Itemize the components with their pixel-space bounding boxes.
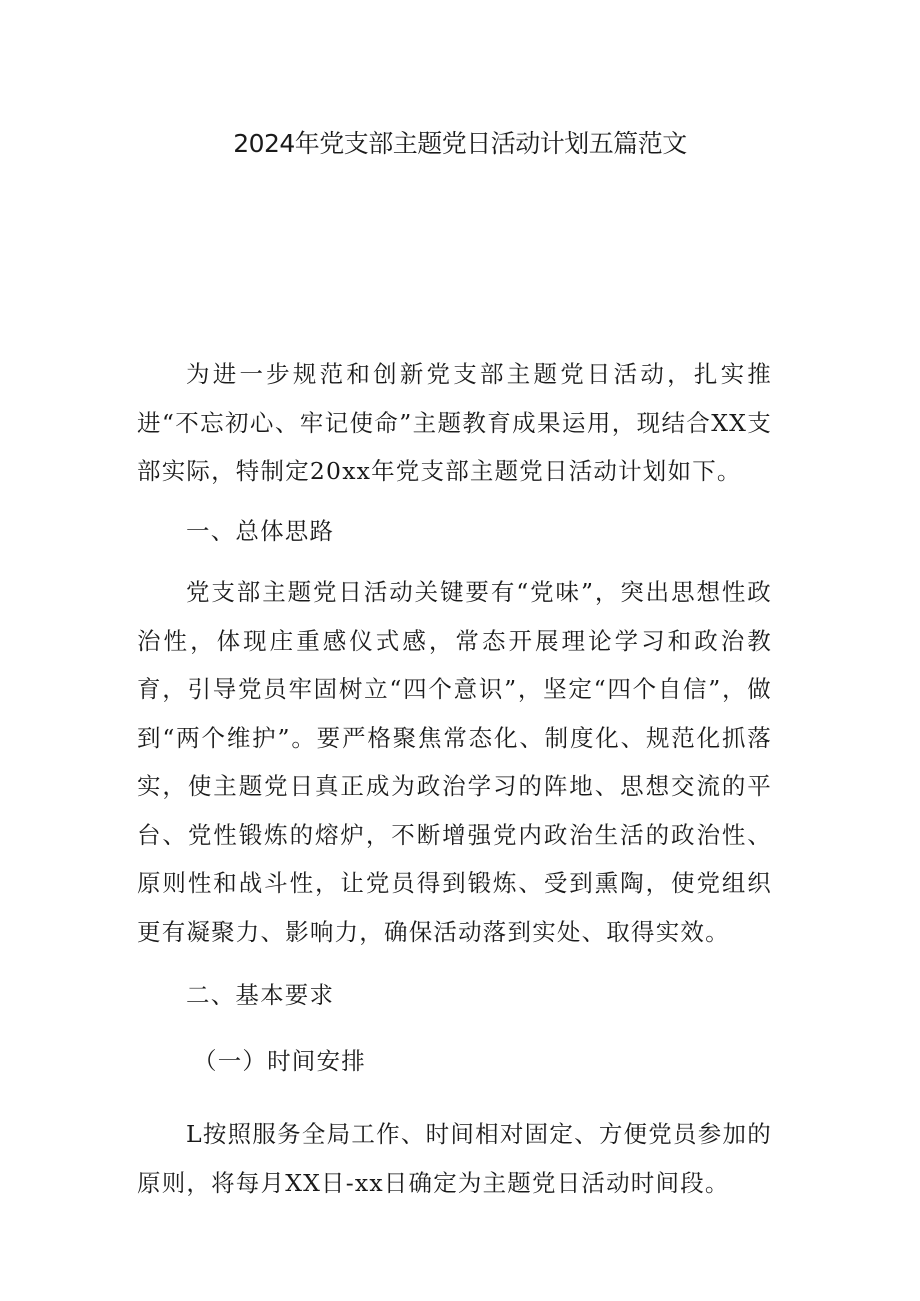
section-1-paragraph: 党支部主题党日活动关键要有“党味”，突出思想性政治性，体现庄重感仪式感，常态开展理论学习和政治教育，引导党员牢固树立“四个意识”，坚定“四个自信”，做到“两个维护”。要严格聚焦常态化、制度化、规范化抓落实，使主题党日真正成为政治学习的阵地、思想交流的平台、党性锻炼的熔炉，不断增强党内政治生活的政治性、原则性和战斗性，让党员得到锻炼、受到熏陶，使党组织更有凝聚力、影响力，确保活动落到实处、取得实效。 <box>137 578 772 946</box>
subsection-1-heading: （一）时间安排 <box>193 1047 366 1075</box>
subsection-1-item-block <box>137 1110 772 1207</box>
subsection-1-item-1: L按照服务全局工作、时间相对固定、方便党员参加的原则，将每月XX日-xx日确定为主题党日活动时间段。 <box>137 1120 772 1197</box>
section-1-body-block <box>137 568 772 956</box>
section-1-heading: 一、总体思路 <box>186 517 335 545</box>
subsection-1-block <box>137 1037 772 1086</box>
document-title: 2024年党支部主题党日活动计划五篇范文 <box>233 129 687 158</box>
section-2-block <box>137 971 772 1020</box>
intro-paragraph-block <box>137 350 772 496</box>
section-2-heading: 二、基本要求 <box>186 981 335 1009</box>
section-1-block <box>137 507 772 556</box>
intro-paragraph: 为进一步规范和创新党支部主题党日活动，扎实推进“不忘初心、牢记使命”主题教育成果运用，现结合XX支部实际，特制定20xx年党支部主题党日活动计划如下。 <box>137 360 772 485</box>
